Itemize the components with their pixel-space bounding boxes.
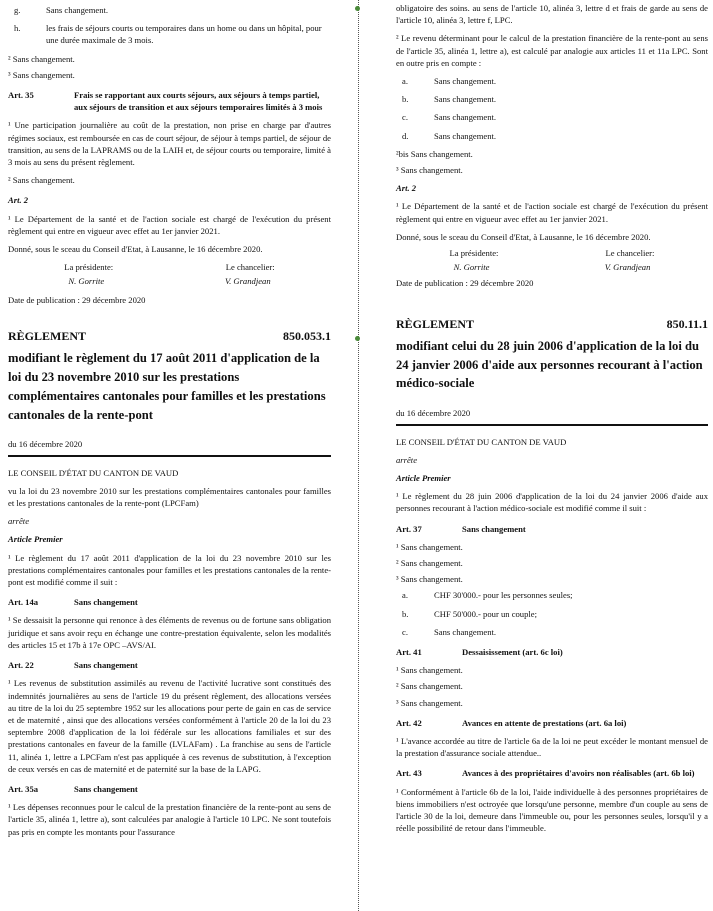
signature-labels [396,247,708,259]
article-heading-43 [396,767,708,779]
article-title: Sans changement [74,597,138,608]
alinea: ² Sans changement. [396,681,463,692]
regulation-number: 850.11.1 [666,316,708,331]
heading-rule [8,455,331,457]
paragraph: ² Le revenu déterminant pour le calcul de la prestation financière de la rente-pont au sens de l'article 35, alinéa 1, lettre a), est calculé par analogie aux articles 11 et 11a LPC. Sont en outre pris en compte : [396,33,708,68]
president-name: N. Gorrite [68,276,105,287]
list-label: b. [402,94,409,105]
list-label: c. [402,112,408,123]
paragraph: ¹ Les dépenses reconnues pour le calcul de la prestation financière de la rente-pont au sens de l'article 35, alinéa 1, lettre a), sont calculées par analogie à l'article 10 LPC. Ne sont toutefois pas pris en compte les montants pour l'assurance [8,802,331,837]
regulation-date: du 16 décembre 2020 [8,439,83,450]
signature-names [8,275,331,287]
list-text: CHF 30'000.- pour les personnes seules; [434,590,573,601]
article-title: Dessaisissement (art. 6c loi) [462,647,563,657]
alinea: ¹ Sans changement. [396,541,463,552]
article-number: Art. 41 [396,647,422,657]
publication-date: Date de publication : 29 décembre 2020 [396,278,534,289]
list-item-h [8,22,331,46]
alinea: ³ Sans changement. [396,697,463,708]
given-at: Donné, sous le sceau du Conseil d'Etat, à Lausanne, le 16 décembre 2020. [396,231,651,242]
regulation-header [8,328,331,345]
article-premier-heading: Article Premier [396,472,451,483]
paragraph: ¹ Le règlement du 28 juin 2006 d'application de la loi du 24 janvier 2006 d'aide aux personnes recourant à l'action médico-sociale est modifié comme il suit : [396,491,708,514]
paragraph: ¹ Conformément à l'article 6b de la loi, l'aide individuelle à des personnes propriétaires de biens immobiliers n'est octroyée que lorsqu'une personne, membre d'un couple au sens de l'article 30 de la loi, demeure dans l'immeuble ou, pour les personnes seules, lorsqu'il y a réelle possibilité de retour dans l'immeuble. [396,786,708,834]
list-item [396,93,708,105]
list-text: CHF 50'000.- pour un couple; [434,608,537,619]
article-number: Art. 42 [396,717,422,728]
divider-marker [355,336,360,341]
list-item [396,130,708,142]
signature-names [396,261,708,273]
list-label: g. [14,5,21,15]
article-heading-14a [8,596,331,608]
list-label: b. [402,608,409,619]
list-label: c. [402,626,408,637]
signature-labels [8,261,331,273]
given-at: Donné, sous le sceau du Conseil d'Etat, à Lausanne, le 16 décembre 2020. [8,244,263,255]
paragraph: ¹ Le règlement du 17 août 2011 d'application de la loi du 23 novembre 2010 sur les prestations complémentaires cantonales pour familles et les prestations cantonales de la rente-pont est modifié comme il suit : [8,552,331,588]
list-text: les frais de séjours courts ou temporaires dans un home ou dans un hôpital, pour une durée maximale de 3 mois. [46,23,322,46]
article-heading-35a [8,783,331,795]
article-heading-42 [396,717,708,729]
left-column [8,0,331,844]
right-column [396,0,708,840]
article-heading-22 [8,659,331,671]
list-text: Sans changement. [434,76,497,87]
article-number: Art. 37 [396,523,422,534]
regulation-header [396,316,708,333]
list-text: Sans changement. [434,130,497,141]
list-text: Sans changement. [434,94,497,105]
decree-word: arrête [8,516,30,527]
alinea: ² Sans changement. [396,557,463,568]
list-text: Sans changement. [46,5,109,15]
chancellor-label: Le chancelier: [225,262,275,273]
article-2-heading: Art. 2 [8,195,29,206]
heading-rule [396,424,708,426]
decree-word: arrête [396,454,418,465]
article-heading-37 [396,523,708,535]
regulation-title: modifiant le règlement du 17 août 2011 d'application de la loi du 23 novembre 2010 sur les prestations complémentaires cantonales pour familles et les prestations cantonales de la rente-pont [8,350,326,422]
column-divider [358,0,359,911]
paragraph: ¹ Une participation journalière au coût de la prestation, non prise en charge par d'autres régimes sociaux, est remboursée en cas de court séjour, de séjour à temps partiel, de séjour de transition, au sens de la LAPRAMS ou de la LAIH et, de séjour courts ou temporaire, limité à 3 mois au sens du présent règlement. [8,120,331,168]
alinea: ³ Sans changement. [396,165,463,176]
regulation-number: 850.053.1 [283,328,331,343]
article-premier-heading: Article Premier [8,534,63,545]
article-title: Sans changement [74,783,138,794]
paragraph: ¹ Le Département de la santé et de l'action sociale est chargé de l'exécution du présent règlement qui entre en vigueur avec effet au 1er janvier 2021. [8,213,331,236]
article-number: Art. 22 [8,660,34,671]
article-number: Art. 35 [8,90,34,101]
paragraph: ¹ Se dessaisit la personne qui renonce à des éléments de revenus ou de fortune sans obligation juridique et sans avoir reçu en échange une contre-prestation équivalente, selon les modalités des articles 15 et 17b à 17e OPC –AVS/AI. [8,615,331,650]
list-item-g [8,4,331,16]
chancellor-label: Le chancelier: [605,248,655,259]
article-2-heading: Art. 2 [396,183,417,194]
article-number: Art. 35a [8,783,39,794]
list-text: Sans changement. [434,112,497,123]
article-heading-41 [396,646,708,658]
council-heading: LE CONSEIL D'ÉTAT DU CANTON DE VAUD [8,467,179,478]
list-item [396,75,708,87]
article-title: Frais se rapportant aux courts séjours, aux séjours à temps partiel, aux séjours de transition et aux séjours temporaires limités à 3 mois [74,90,323,113]
president-label: La présidente: [449,248,499,259]
list-item [396,589,708,601]
regulation-label: RÈGLEMENT [396,316,475,331]
article-title: Avances à des propriétaires d'avoirs non réalisables (art. 6b loi) [462,768,695,779]
regulation-title: modifiant celui du 28 juin 2006 d'application de la loi du 24 janvier 2006 d'aide aux personnes recourant à l'action médico-sociale [396,338,703,391]
regulation-date: du 16 décembre 2020 [396,408,471,419]
article-title: Avances en attente de prestations (art. 6a loi) [462,717,627,728]
chancellor-name: V. Grandjean [224,276,271,287]
article-title: Sans changement [462,523,526,534]
paragraph: ¹ Le Département de la santé et de l'action sociale est chargé de l'exécution du présent règlement qui entre en vigueur avec effet au 1er janvier 2021. [396,201,708,224]
list-label: d. [402,130,409,141]
article-number: Art. 14a [8,597,39,608]
alinea: ² Sans changement. [8,53,75,64]
alinea: ¹ Sans changement. [396,665,463,676]
alinea: ³ Sans changement. [8,69,75,80]
list-label: a. [402,590,408,601]
paragraph: ¹ L'avance accordée au titre de l'article 6a de la loi ne peut excéder le montant mensuel de la prestation d'assurance sociale attendue.. [396,736,708,759]
article-number: Art. 43 [396,768,422,779]
paragraph: ¹ Les revenus de substitution assimilés au revenu de l'activité lucrative sont constitués des indemnités journalières au sens de l'article 19 du présent règlement, des allocations versées au titre de la loi du 25 septembre 1952 sur les allocations pour perte de gain en cas de service et de maternité , ainsi que des allocations versées conformément à l'article 20 de la loi du 23 septembre 2008 d'application de la loi fédérale sur les allocations familiales et sur des prestations cantonales en faveur de la famille (LVLAFam) . La franchise au sens de l'article 11, alinéa 1, lettre a LPCFam n'est pas appliquée à ces revenus de substitution, à l'exception de ceux versés en cas de maternité et de paternité sur la base de la LAPG. [8,678,331,774]
alinea: ²bis Sans changement. [396,148,473,159]
preamble: vu la loi du 23 novembre 2010 sur les prestations complémentaires cantonales pour familles et les prestations cantonales de la rente-pont (LPCFam) [8,485,331,509]
paragraph: obligatoire des soins. au sens de l'article 10, alinéa 3, lettre d et frais de garde au sens de l'article 10, alinéa 3, lettre f, LPC. [396,3,708,26]
article-heading-35 [8,89,331,113]
president-name: N. Gorrite [453,262,490,273]
regulation-label: RÈGLEMENT [8,328,87,343]
chancellor-name: V. Grandjean [604,262,651,273]
list-item [396,111,708,123]
list-text: Sans changement. [434,626,497,637]
list-label: a. [402,76,408,87]
president-label: La présidente: [64,262,114,273]
publication-date: Date de publication : 29 décembre 2020 [8,294,146,305]
article-title: Sans changement [74,660,138,671]
list-item [396,626,708,638]
list-item [396,608,708,620]
alinea: ³ Sans changement. [396,574,463,585]
divider-marker [355,6,360,11]
council-heading: LE CONSEIL D'ÉTAT DU CANTON DE VAUD [396,436,567,447]
alinea: ² Sans changement. [8,175,75,186]
list-label: h. [14,23,21,34]
